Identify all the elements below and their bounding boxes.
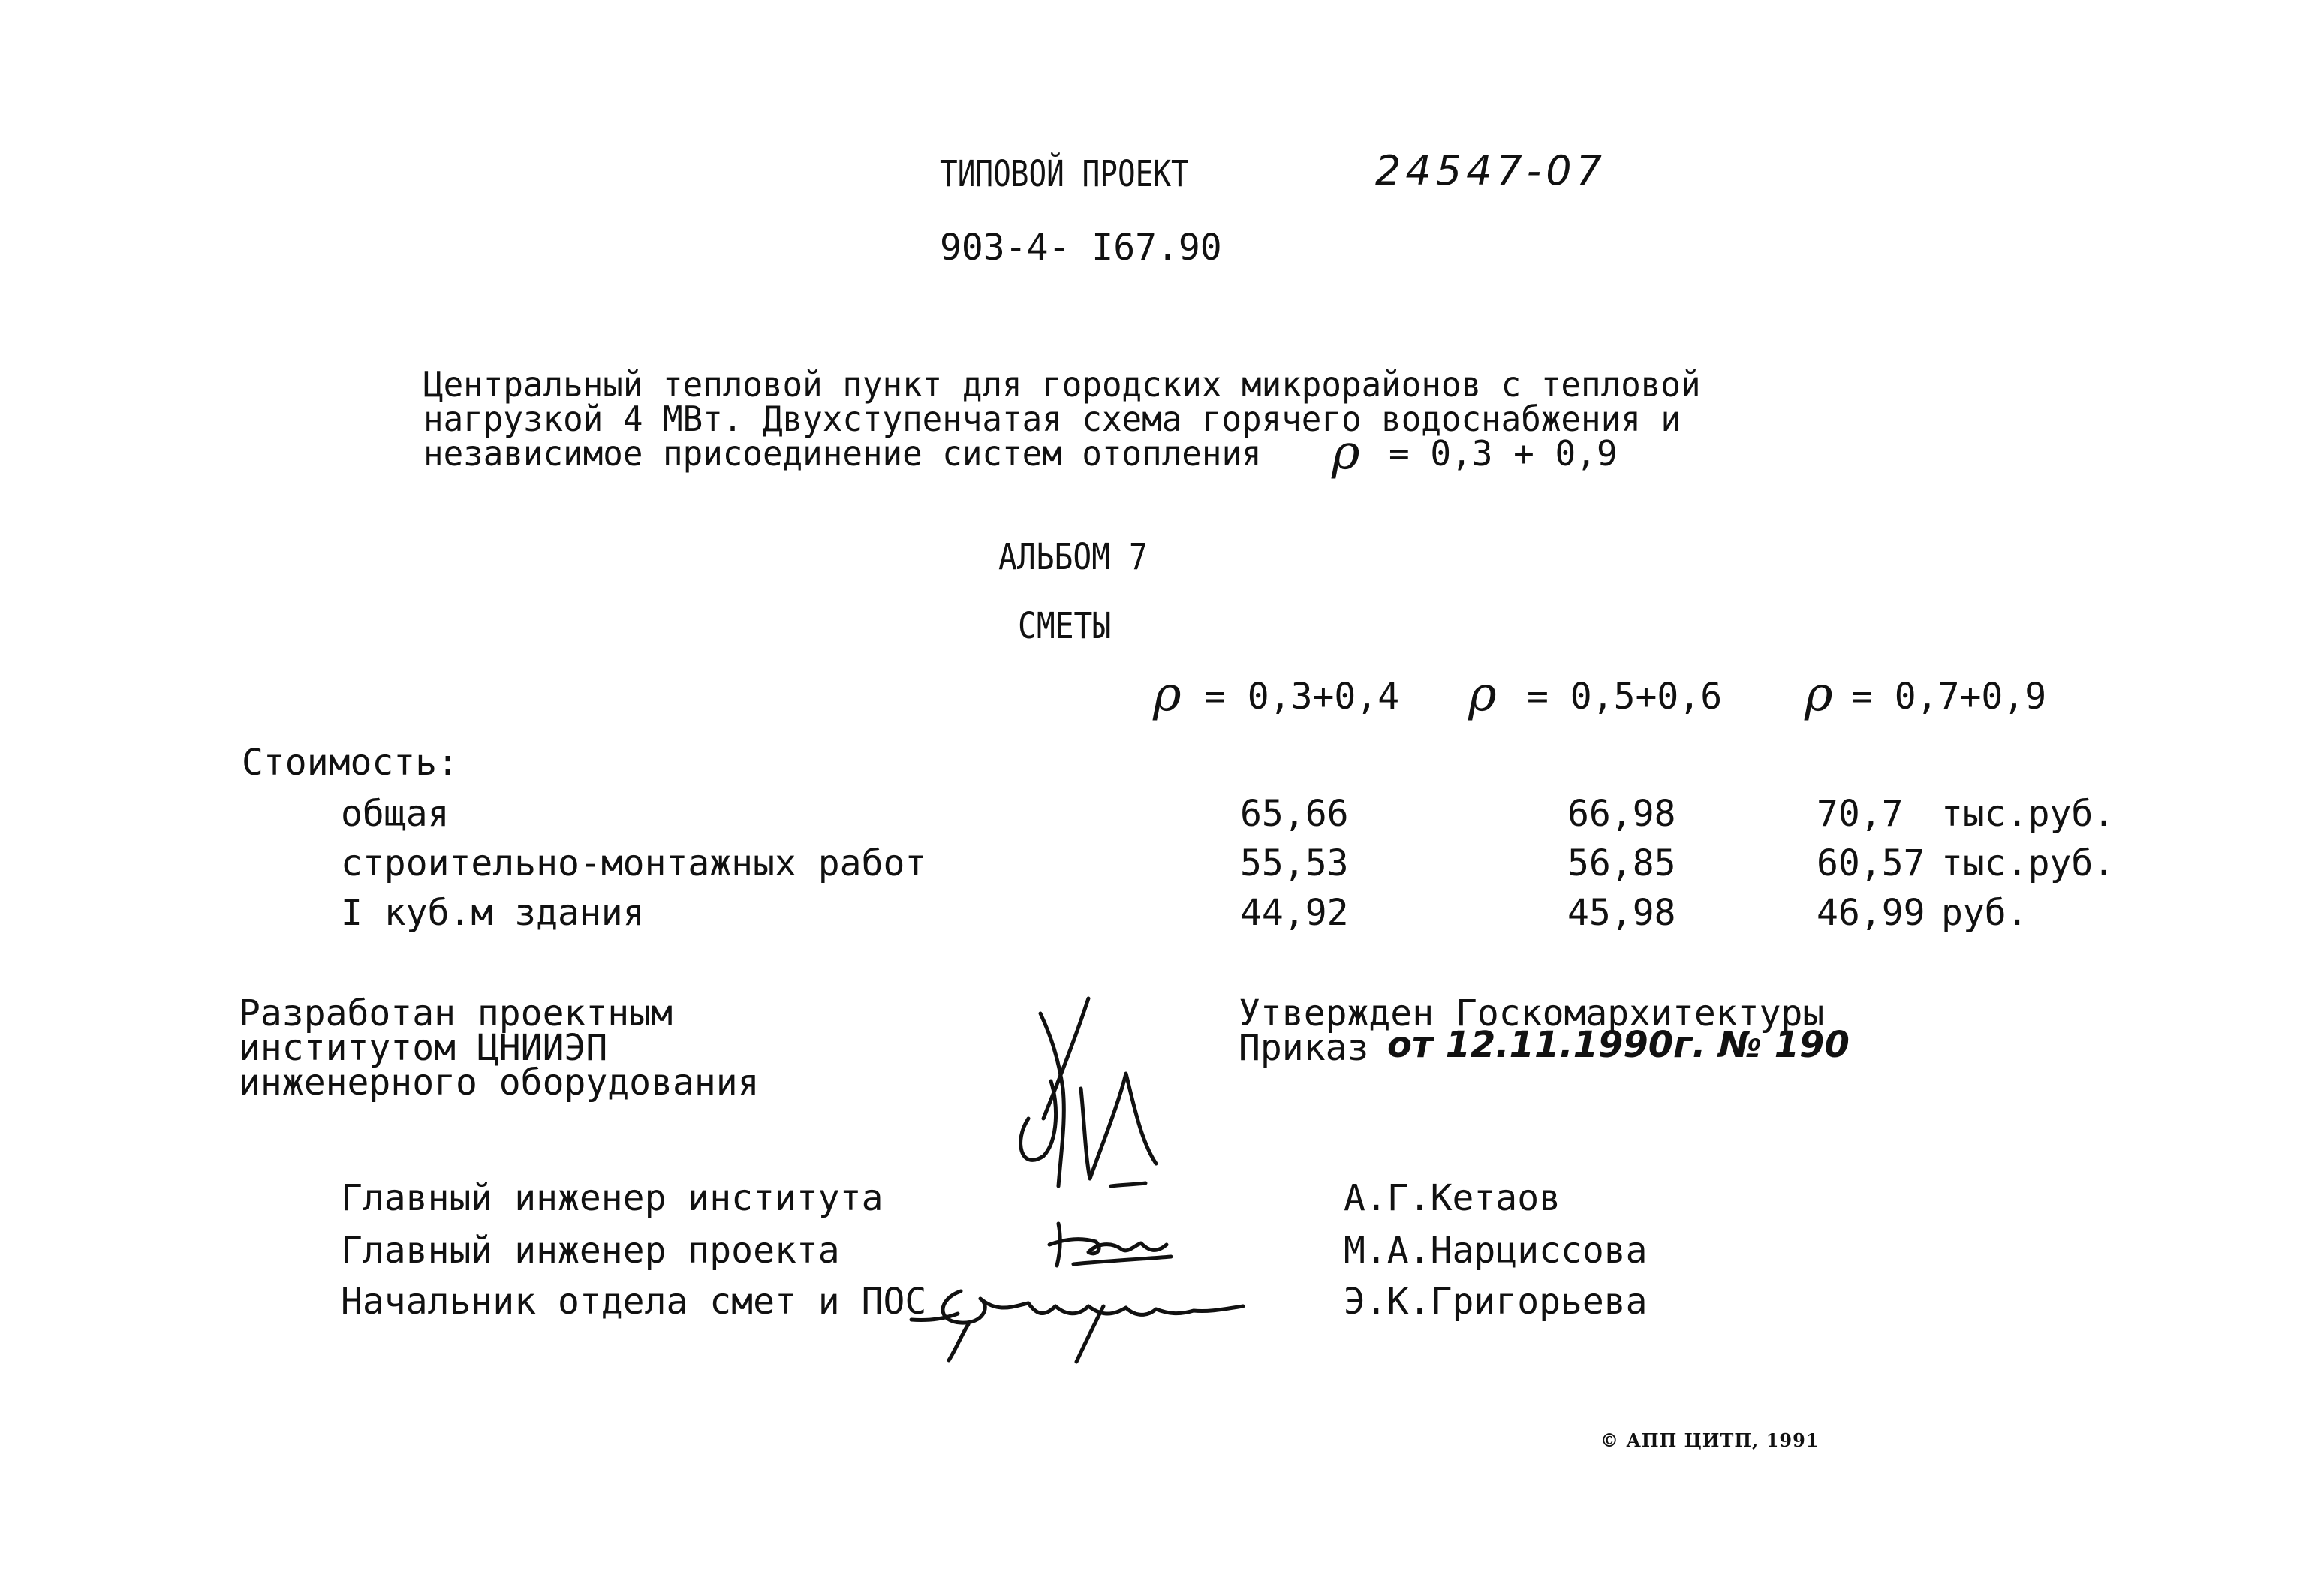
signature-head-of-estimates [908, 1261, 1254, 1366]
cost-row-label-construction: строительно-монтажных работ [341, 842, 927, 884]
cost-unit-total: тыс.руб. [1941, 793, 2115, 835]
signatory-role-1: Главный инженер института [341, 1177, 884, 1219]
cost-value-total-2: 66,98 [1567, 793, 1676, 835]
rho-symbol: ρ [1332, 425, 1360, 480]
column-header-range-1: = 0,3+0,4 [1204, 676, 1400, 718]
cost-value-per-cubic-meter-1: 44,92 [1240, 892, 1349, 934]
album-subtitle: СМЕТЫ [1018, 605, 1112, 647]
cost-value-construction-2: 56,85 [1567, 842, 1676, 884]
signatory-role-2: Главный инженер проекта [341, 1230, 840, 1272]
cost-value-per-cubic-meter-2: 45,98 [1567, 892, 1676, 934]
cost-value-per-cubic-meter-3: 46,99 [1817, 892, 1925, 934]
signatory-name-3: Э.К.Григорьева [1344, 1281, 1648, 1323]
column-header-rho-3: ρ [1805, 667, 1833, 722]
signature-chief-engineer-institute [998, 991, 1171, 1216]
cost-value-construction-1: 55,53 [1240, 842, 1349, 884]
description-line-1: Центральный тепловой пункт для городских микрорайонов с тепловой [423, 364, 1701, 405]
cost-value-total-3: 70,7 [1817, 793, 1904, 835]
cost-unit-construction: тыс.руб. [1941, 842, 2115, 884]
description-rho-value: = 0,3 + 0,9 [1389, 433, 1618, 474]
approval-line-2-prefix: Приказ [1239, 1027, 1369, 1069]
cost-value-construction-3: 60,57 [1817, 842, 1925, 884]
description-line-3: независимое присоединение систем отопления [423, 433, 1262, 474]
description-line-2: нагрузкой 4 МВт. Двухступенчатая схема горячего водоснабжения и [423, 399, 1681, 439]
cost-value-total-1: 65,66 [1240, 793, 1349, 835]
cost-unit-per-cubic-meter: руб. [1941, 892, 2028, 934]
series-code: 903-4- I67.90 [940, 227, 1222, 269]
column-header-rho-2: ρ [1468, 667, 1497, 722]
signatory-role-3: Начальник отдела смет и ПОС [341, 1281, 927, 1323]
column-header-range-3: = 0,7+0,9 [1851, 676, 2047, 718]
developer-line-2: институтом ЦНИИЭП [239, 1027, 608, 1069]
document-type-title: ТИПОВОЙ ПРОЕКТ [940, 153, 1189, 195]
project-number-handwritten: 24547-07 [1375, 147, 1606, 194]
signatory-name-1: А.Г.Кетаов [1344, 1177, 1561, 1219]
developer-line-1: Разработан проектным [239, 992, 673, 1034]
cost-row-label-per-cubic-meter: I куб.м здания [341, 892, 645, 934]
developer-line-3: инженерного оборудования [239, 1061, 760, 1104]
cost-heading: Стоимость: [242, 742, 459, 784]
column-header-range-2: = 0,5+0,6 [1527, 676, 1723, 718]
approval-line-1: Утвержден Госкомархитектуры [1239, 992, 1825, 1034]
column-header-rho-1: ρ [1153, 667, 1182, 722]
signatory-name-2: М.А.Нарциссова [1344, 1230, 1648, 1272]
cost-row-label-total: общая [341, 793, 450, 835]
album-label: АЛЬБОМ 7 [998, 536, 1148, 578]
copyright-notice: © АПП ЦИТП, 1991 [1600, 1429, 1820, 1451]
approval-order-handwritten: от 12.11.1990г. № 190 [1387, 1024, 1850, 1066]
